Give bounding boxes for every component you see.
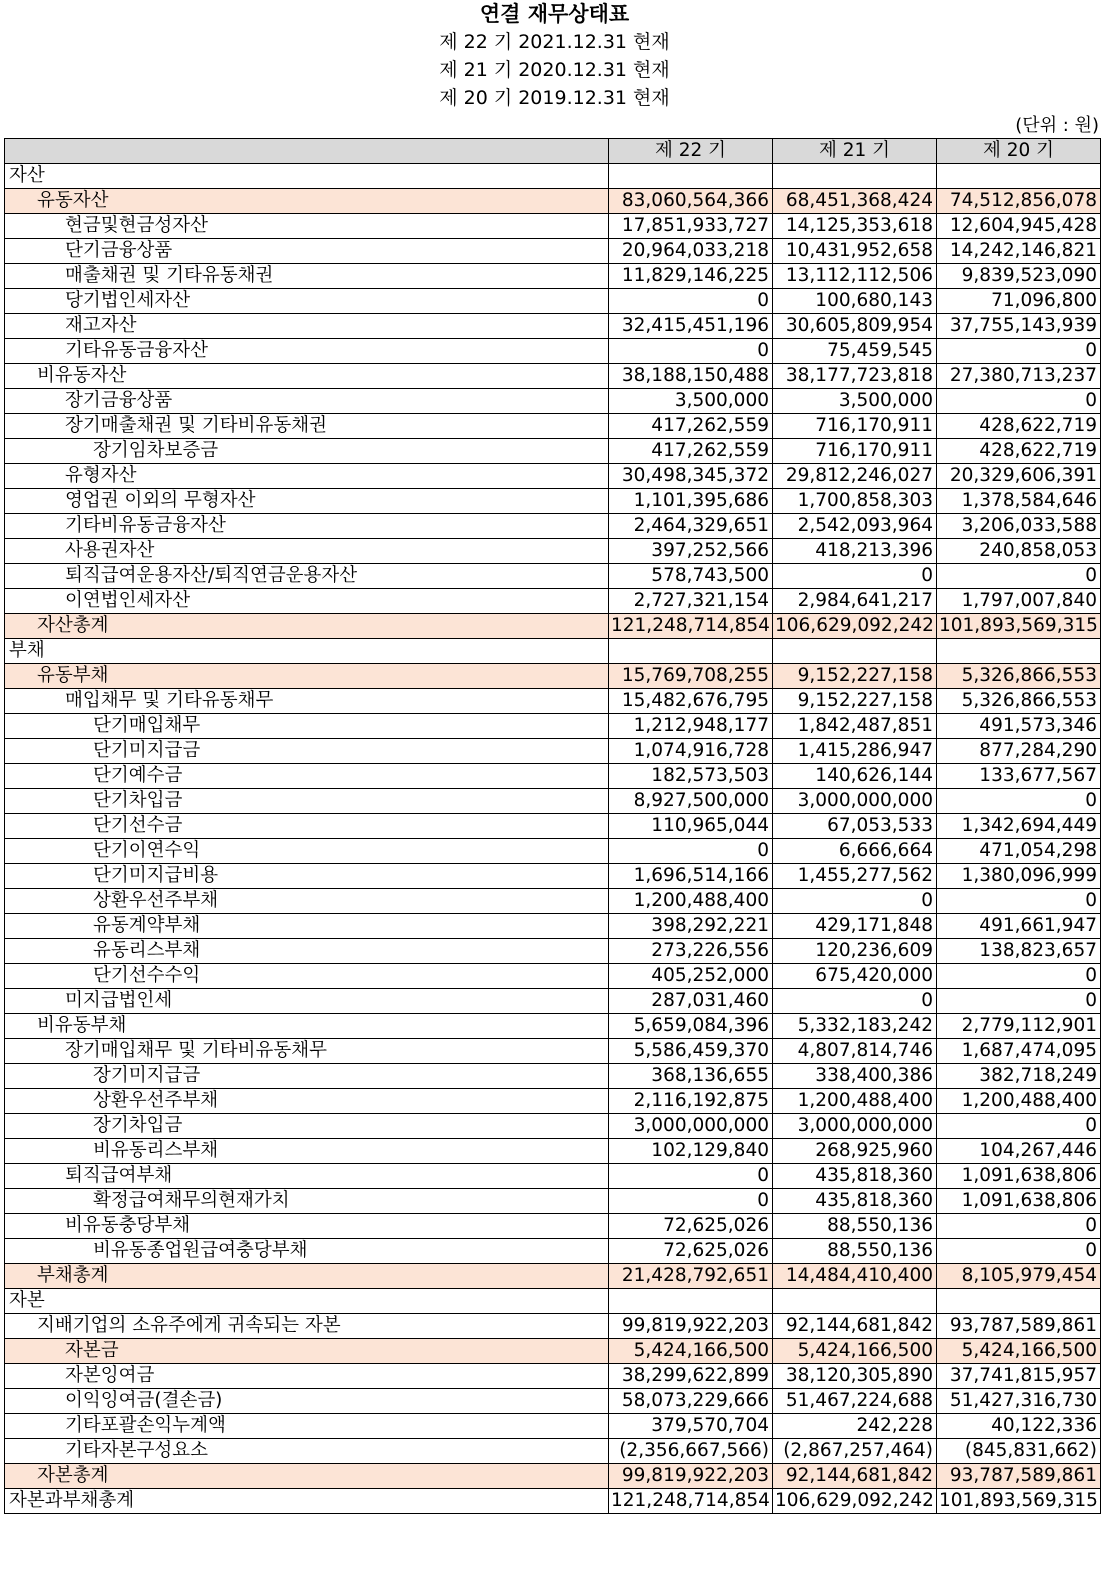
amount-cell: 397,252,566 bbox=[609, 539, 773, 564]
amount-cell: 1,342,694,449 bbox=[937, 814, 1101, 839]
amount-cell: 30,498,345,372 bbox=[609, 464, 773, 489]
amount-cell: 138,823,657 bbox=[937, 939, 1101, 964]
amount-cell: 9,839,523,090 bbox=[937, 264, 1101, 289]
table-row bbox=[5, 339, 1101, 364]
amount-cell: 273,226,556 bbox=[609, 939, 773, 964]
amount-cell: 88,550,136 bbox=[773, 1214, 937, 1239]
account-label: 자본잉여금 bbox=[5, 1364, 609, 1389]
amount-cell: 29,812,246,027 bbox=[773, 464, 937, 489]
amount-cell: 92,144,681,842 bbox=[773, 1464, 937, 1489]
amount-cell: 5,659,084,396 bbox=[609, 1014, 773, 1039]
amount-cell: 1,380,096,999 bbox=[937, 864, 1101, 889]
account-label: 당기법인세자산 bbox=[5, 289, 609, 314]
amount-cell: 716,170,911 bbox=[773, 439, 937, 464]
amount-cell: 675,420,000 bbox=[773, 964, 937, 989]
amount-cell: 5,332,183,242 bbox=[773, 1014, 937, 1039]
amount-cell: (845,831,662) bbox=[937, 1439, 1101, 1464]
table-row bbox=[5, 389, 1101, 414]
account-label: 단기미지급비용 bbox=[5, 864, 609, 889]
amount-cell bbox=[609, 639, 773, 664]
amount-cell: 338,400,386 bbox=[773, 1064, 937, 1089]
amount-cell: 133,677,567 bbox=[937, 764, 1101, 789]
table-row bbox=[5, 514, 1101, 539]
amount-cell: 268,925,960 bbox=[773, 1139, 937, 1164]
amount-cell: 14,242,146,821 bbox=[937, 239, 1101, 264]
account-label: 현금및현금성자산 bbox=[5, 214, 609, 239]
balance-sheet-table bbox=[4, 138, 1101, 1514]
column-header-period-22: 제 22 기 bbox=[609, 139, 773, 164]
account-label: 기타유동금융자산 bbox=[5, 339, 609, 364]
amount-cell: 379,570,704 bbox=[609, 1414, 773, 1439]
amount-cell: 75,459,545 bbox=[773, 339, 937, 364]
table-row bbox=[5, 239, 1101, 264]
period-line: 제 22 기 2021.12.31 현재 bbox=[439, 31, 670, 53]
amount-cell: 0 bbox=[937, 789, 1101, 814]
table-row bbox=[5, 539, 1101, 564]
amount-cell: 0 bbox=[609, 289, 773, 314]
amount-cell: 106,629,092,242 bbox=[773, 1489, 937, 1514]
table-row bbox=[5, 639, 1101, 664]
account-label: 이익잉여금(결손금) bbox=[5, 1389, 609, 1414]
amount-cell: 2,464,329,651 bbox=[609, 514, 773, 539]
table-row bbox=[5, 1089, 1101, 1114]
column-header-period-20: 제 20 기 bbox=[937, 139, 1101, 164]
amount-cell: 106,629,092,242 bbox=[773, 614, 937, 639]
account-label: 사용권자산 bbox=[5, 539, 609, 564]
column-header-row bbox=[5, 139, 1101, 164]
amount-cell: 0 bbox=[609, 1164, 773, 1189]
table-row bbox=[5, 1214, 1101, 1239]
account-label: 유동리스부채 bbox=[5, 939, 609, 964]
amount-cell: 93,787,589,861 bbox=[937, 1464, 1101, 1489]
period-line: 제 21 기 2020.12.31 현재 bbox=[439, 59, 670, 81]
table-row bbox=[5, 1314, 1101, 1339]
column-header-period-21: 제 21 기 bbox=[773, 139, 937, 164]
amount-cell: 405,252,000 bbox=[609, 964, 773, 989]
amount-cell bbox=[773, 1289, 937, 1314]
amount-cell: 72,625,026 bbox=[609, 1214, 773, 1239]
amount-cell: 21,428,792,651 bbox=[609, 1264, 773, 1289]
account-label: 유동자산 bbox=[5, 189, 609, 214]
amount-cell: 9,152,227,158 bbox=[773, 664, 937, 689]
amount-cell: 3,000,000,000 bbox=[609, 1114, 773, 1139]
unit-label: (단위 : 원) bbox=[1015, 115, 1099, 136]
account-label: 상환우선주부채 bbox=[5, 1089, 609, 1114]
account-label: 이연법인세자산 bbox=[5, 589, 609, 614]
amount-cell: 0 bbox=[937, 1214, 1101, 1239]
amount-cell bbox=[937, 164, 1101, 189]
amount-cell: 1,091,638,806 bbox=[937, 1164, 1101, 1189]
amount-cell bbox=[609, 1289, 773, 1314]
account-label: 퇴직급여운용자산/퇴직연금운용자산 bbox=[5, 564, 609, 589]
table-row bbox=[5, 289, 1101, 314]
amount-cell: 71,096,800 bbox=[937, 289, 1101, 314]
table-row bbox=[5, 1189, 1101, 1214]
amount-cell: 58,073,229,666 bbox=[609, 1389, 773, 1414]
amount-cell: 0 bbox=[937, 564, 1101, 589]
account-label: 매출채권 및 기타유동채권 bbox=[5, 264, 609, 289]
amount-cell: 3,500,000 bbox=[773, 389, 937, 414]
table-row bbox=[5, 689, 1101, 714]
amount-cell: 0 bbox=[937, 1239, 1101, 1264]
amount-cell: 15,769,708,255 bbox=[609, 664, 773, 689]
amount-cell: 121,248,714,854 bbox=[609, 1489, 773, 1514]
account-label: 자본 bbox=[5, 1289, 609, 1314]
amount-cell: 120,236,609 bbox=[773, 939, 937, 964]
amount-cell: 2,542,093,964 bbox=[773, 514, 937, 539]
amount-cell: 1,200,488,400 bbox=[609, 889, 773, 914]
amount-cell: 74,512,856,078 bbox=[937, 189, 1101, 214]
amount-cell: 0 bbox=[937, 989, 1101, 1014]
amount-cell: 93,787,589,861 bbox=[937, 1314, 1101, 1339]
amount-cell: 1,455,277,562 bbox=[773, 864, 937, 889]
amount-cell: 5,424,166,500 bbox=[937, 1339, 1101, 1364]
amount-cell: 5,424,166,500 bbox=[609, 1339, 773, 1364]
amount-cell: 20,964,033,218 bbox=[609, 239, 773, 264]
table-row bbox=[5, 364, 1101, 389]
amount-cell: 38,120,305,890 bbox=[773, 1364, 937, 1389]
table-row bbox=[5, 1464, 1101, 1489]
amount-cell: 491,573,346 bbox=[937, 714, 1101, 739]
account-label: 자본과부채총계 bbox=[5, 1489, 609, 1514]
amount-cell: 1,091,638,806 bbox=[937, 1189, 1101, 1214]
amount-cell: 417,262,559 bbox=[609, 439, 773, 464]
amount-cell: 92,144,681,842 bbox=[773, 1314, 937, 1339]
account-label: 재고자산 bbox=[5, 314, 609, 339]
account-label: 유동부채 bbox=[5, 664, 609, 689]
account-label: 자산총계 bbox=[5, 614, 609, 639]
amount-cell: 67,053,533 bbox=[773, 814, 937, 839]
table-row bbox=[5, 1389, 1101, 1414]
amount-cell: 1,101,395,686 bbox=[609, 489, 773, 514]
table-row bbox=[5, 1439, 1101, 1464]
amount-cell: 417,262,559 bbox=[609, 414, 773, 439]
table-row bbox=[5, 1139, 1101, 1164]
table-row bbox=[5, 1164, 1101, 1189]
account-label: 자산 bbox=[5, 164, 609, 189]
amount-cell: 15,482,676,795 bbox=[609, 689, 773, 714]
account-label: 부채 bbox=[5, 639, 609, 664]
table-row bbox=[5, 314, 1101, 339]
amount-cell: 102,129,840 bbox=[609, 1139, 773, 1164]
amount-cell: 83,060,564,366 bbox=[609, 189, 773, 214]
amount-cell: 101,893,569,315 bbox=[937, 1489, 1101, 1514]
amount-cell: 51,427,316,730 bbox=[937, 1389, 1101, 1414]
amount-cell: 2,727,321,154 bbox=[609, 589, 773, 614]
amount-cell: 0 bbox=[609, 1189, 773, 1214]
table-row bbox=[5, 664, 1101, 689]
amount-cell: 8,927,500,000 bbox=[609, 789, 773, 814]
table-row bbox=[5, 1114, 1101, 1139]
account-label: 비유동종업원급여충당부채 bbox=[5, 1239, 609, 1264]
amount-cell bbox=[773, 164, 937, 189]
account-label: 단기이연수익 bbox=[5, 839, 609, 864]
table-row bbox=[5, 1239, 1101, 1264]
amount-cell: 5,326,866,553 bbox=[937, 689, 1101, 714]
account-label: 장기미지급금 bbox=[5, 1064, 609, 1089]
table-row bbox=[5, 564, 1101, 589]
amount-cell: 38,188,150,488 bbox=[609, 364, 773, 389]
table-row bbox=[5, 1489, 1101, 1514]
amount-cell: 140,626,144 bbox=[773, 764, 937, 789]
amount-cell: 3,000,000,000 bbox=[773, 1114, 937, 1139]
account-label: 기타포괄손익누계액 bbox=[5, 1414, 609, 1439]
amount-cell: 0 bbox=[773, 564, 937, 589]
amount-cell: 20,329,606,391 bbox=[937, 464, 1101, 489]
table-row bbox=[5, 764, 1101, 789]
table-row bbox=[5, 614, 1101, 639]
amount-cell: 0 bbox=[937, 389, 1101, 414]
table-row bbox=[5, 1339, 1101, 1364]
amount-cell: 716,170,911 bbox=[773, 414, 937, 439]
amount-cell: 1,074,916,728 bbox=[609, 739, 773, 764]
amount-cell: 428,622,719 bbox=[937, 414, 1101, 439]
table-row bbox=[5, 839, 1101, 864]
statement-header bbox=[0, 0, 1109, 112]
amount-cell: 1,200,488,400 bbox=[937, 1089, 1101, 1114]
table-row bbox=[5, 864, 1101, 889]
account-label: 장기매출채권 및 기타비유동채권 bbox=[5, 414, 609, 439]
amount-cell: 51,467,224,688 bbox=[773, 1389, 937, 1414]
account-label: 비유동자산 bbox=[5, 364, 609, 389]
statement-title: 연결 재무상태표 bbox=[479, 2, 630, 26]
account-label: 자본총계 bbox=[5, 1464, 609, 1489]
account-label: 비유동리스부채 bbox=[5, 1139, 609, 1164]
account-label: 단기미지급금 bbox=[5, 739, 609, 764]
account-label: 장기임차보증금 bbox=[5, 439, 609, 464]
amount-cell: 5,424,166,500 bbox=[773, 1339, 937, 1364]
table-row bbox=[5, 1039, 1101, 1064]
table-row bbox=[5, 1289, 1101, 1314]
account-label: 단기선수금 bbox=[5, 814, 609, 839]
account-label: 비유동충당부채 bbox=[5, 1214, 609, 1239]
amount-cell: 5,586,459,370 bbox=[609, 1039, 773, 1064]
account-label: 기타비유동금융자산 bbox=[5, 514, 609, 539]
amount-cell: 471,054,298 bbox=[937, 839, 1101, 864]
table-row bbox=[5, 589, 1101, 614]
account-label: 기타자본구성요소 bbox=[5, 1439, 609, 1464]
amount-cell bbox=[937, 639, 1101, 664]
account-label: 단기금융상품 bbox=[5, 239, 609, 264]
table-row bbox=[5, 939, 1101, 964]
amount-cell: 32,415,451,196 bbox=[609, 314, 773, 339]
account-label: 단기차입금 bbox=[5, 789, 609, 814]
table-row bbox=[5, 814, 1101, 839]
amount-cell: 11,829,146,225 bbox=[609, 264, 773, 289]
table-row bbox=[5, 214, 1101, 239]
account-label: 장기매입채무 및 기타비유동채무 bbox=[5, 1039, 609, 1064]
account-label: 지배기업의 소유주에게 귀속되는 자본 bbox=[5, 1314, 609, 1339]
amount-cell bbox=[937, 1289, 1101, 1314]
table-row bbox=[5, 489, 1101, 514]
amount-cell: 3,206,033,588 bbox=[937, 514, 1101, 539]
amount-cell: 1,700,858,303 bbox=[773, 489, 937, 514]
amount-cell: 429,171,848 bbox=[773, 914, 937, 939]
account-label: 확정급여채무의현재가치 bbox=[5, 1189, 609, 1214]
period-line: 제 20 기 2019.12.31 현재 bbox=[439, 87, 670, 109]
table-row bbox=[5, 414, 1101, 439]
account-label: 상환우선주부채 bbox=[5, 889, 609, 914]
account-label: 유동계약부채 bbox=[5, 914, 609, 939]
amount-cell: 877,284,290 bbox=[937, 739, 1101, 764]
amount-cell: 104,267,446 bbox=[937, 1139, 1101, 1164]
amount-cell: 1,842,487,851 bbox=[773, 714, 937, 739]
amount-cell: 0 bbox=[937, 1114, 1101, 1139]
amount-cell: 38,299,622,899 bbox=[609, 1364, 773, 1389]
amount-cell: 578,743,500 bbox=[609, 564, 773, 589]
amount-cell: 0 bbox=[609, 839, 773, 864]
amount-cell: 72,625,026 bbox=[609, 1239, 773, 1264]
amount-cell: 0 bbox=[937, 339, 1101, 364]
amount-cell: 14,125,353,618 bbox=[773, 214, 937, 239]
amount-cell: 287,031,460 bbox=[609, 989, 773, 1014]
amount-cell: 435,818,360 bbox=[773, 1189, 937, 1214]
amount-cell: 3,500,000 bbox=[609, 389, 773, 414]
table-row bbox=[5, 164, 1101, 189]
table-row bbox=[5, 964, 1101, 989]
amount-cell: 37,755,143,939 bbox=[937, 314, 1101, 339]
amount-cell: 99,819,922,203 bbox=[609, 1314, 773, 1339]
amount-cell: 9,152,227,158 bbox=[773, 689, 937, 714]
amount-cell: 242,228 bbox=[773, 1414, 937, 1439]
amount-cell: 121,248,714,854 bbox=[609, 614, 773, 639]
amount-cell: 37,741,815,957 bbox=[937, 1364, 1101, 1389]
table-row bbox=[5, 714, 1101, 739]
account-label: 단기선수수익 bbox=[5, 964, 609, 989]
amount-cell: 368,136,655 bbox=[609, 1064, 773, 1089]
amount-cell: 40,122,336 bbox=[937, 1414, 1101, 1439]
table-row bbox=[5, 989, 1101, 1014]
table-row bbox=[5, 739, 1101, 764]
amount-cell: 12,604,945,428 bbox=[937, 214, 1101, 239]
amount-cell: 68,451,368,424 bbox=[773, 189, 937, 214]
column-header-account bbox=[5, 139, 609, 164]
amount-cell bbox=[609, 164, 773, 189]
amount-cell: 2,779,112,901 bbox=[937, 1014, 1101, 1039]
table-row bbox=[5, 264, 1101, 289]
amount-cell: 240,858,053 bbox=[937, 539, 1101, 564]
account-label: 영업권 이외의 무형자산 bbox=[5, 489, 609, 514]
amount-cell: 101,893,569,315 bbox=[937, 614, 1101, 639]
amount-cell: 1,378,584,646 bbox=[937, 489, 1101, 514]
amount-cell: 38,177,723,818 bbox=[773, 364, 937, 389]
amount-cell bbox=[773, 639, 937, 664]
amount-cell: 418,213,396 bbox=[773, 539, 937, 564]
table-body bbox=[5, 164, 1101, 1514]
amount-cell: 30,605,809,954 bbox=[773, 314, 937, 339]
amount-cell: 491,661,947 bbox=[937, 914, 1101, 939]
amount-cell: 1,200,488,400 bbox=[773, 1089, 937, 1114]
amount-cell: 13,112,112,506 bbox=[773, 264, 937, 289]
table-row bbox=[5, 1414, 1101, 1439]
amount-cell: 8,105,979,454 bbox=[937, 1264, 1101, 1289]
account-label: 단기매입채무 bbox=[5, 714, 609, 739]
amount-cell: 382,718,249 bbox=[937, 1064, 1101, 1089]
amount-cell: 0 bbox=[937, 889, 1101, 914]
amount-cell: 10,431,952,658 bbox=[773, 239, 937, 264]
account-label: 부채총계 bbox=[5, 1264, 609, 1289]
amount-cell: 435,818,360 bbox=[773, 1164, 937, 1189]
account-label: 장기차입금 bbox=[5, 1114, 609, 1139]
amount-cell: 1,696,514,166 bbox=[609, 864, 773, 889]
amount-cell: 5,326,866,553 bbox=[937, 664, 1101, 689]
amount-cell: 428,622,719 bbox=[937, 439, 1101, 464]
amount-cell: 14,484,410,400 bbox=[773, 1264, 937, 1289]
table-row bbox=[5, 1364, 1101, 1389]
amount-cell: (2,356,667,566) bbox=[609, 1439, 773, 1464]
amount-cell: 99,819,922,203 bbox=[609, 1464, 773, 1489]
account-label: 장기금융상품 bbox=[5, 389, 609, 414]
amount-cell: 1,687,474,095 bbox=[937, 1039, 1101, 1064]
table-row bbox=[5, 439, 1101, 464]
amount-cell: 100,680,143 bbox=[773, 289, 937, 314]
amount-cell: 0 bbox=[773, 989, 937, 1014]
table-row bbox=[5, 914, 1101, 939]
amount-cell: 110,965,044 bbox=[609, 814, 773, 839]
table-row bbox=[5, 789, 1101, 814]
account-label: 단기예수금 bbox=[5, 764, 609, 789]
account-label: 매입채무 및 기타유동채무 bbox=[5, 689, 609, 714]
amount-cell: 182,573,503 bbox=[609, 764, 773, 789]
amount-cell: 1,415,286,947 bbox=[773, 739, 937, 764]
table-row bbox=[5, 1264, 1101, 1289]
account-label: 자본금 bbox=[5, 1339, 609, 1364]
table-row bbox=[5, 1064, 1101, 1089]
amount-cell: 4,807,814,746 bbox=[773, 1039, 937, 1064]
amount-cell: 88,550,136 bbox=[773, 1239, 937, 1264]
amount-cell: 2,984,641,217 bbox=[773, 589, 937, 614]
amount-cell: 6,666,664 bbox=[773, 839, 937, 864]
amount-cell: 0 bbox=[773, 889, 937, 914]
amount-cell: 3,000,000,000 bbox=[773, 789, 937, 814]
table-row bbox=[5, 464, 1101, 489]
amount-cell: 2,116,192,875 bbox=[609, 1089, 773, 1114]
amount-cell: 0 bbox=[609, 339, 773, 364]
amount-cell: 0 bbox=[937, 964, 1101, 989]
table-row bbox=[5, 889, 1101, 914]
amount-cell: 1,797,007,840 bbox=[937, 589, 1101, 614]
amount-cell: 1,212,948,177 bbox=[609, 714, 773, 739]
amount-cell: 17,851,933,727 bbox=[609, 214, 773, 239]
account-label: 비유동부채 bbox=[5, 1014, 609, 1039]
amount-cell: (2,867,257,464) bbox=[773, 1439, 937, 1464]
table-row bbox=[5, 1014, 1101, 1039]
table-row bbox=[5, 189, 1101, 214]
account-label: 유형자산 bbox=[5, 464, 609, 489]
account-label: 퇴직급여부채 bbox=[5, 1164, 609, 1189]
amount-cell: 398,292,221 bbox=[609, 914, 773, 939]
amount-cell: 27,380,713,237 bbox=[937, 364, 1101, 389]
account-label: 미지급법인세 bbox=[5, 989, 609, 1014]
